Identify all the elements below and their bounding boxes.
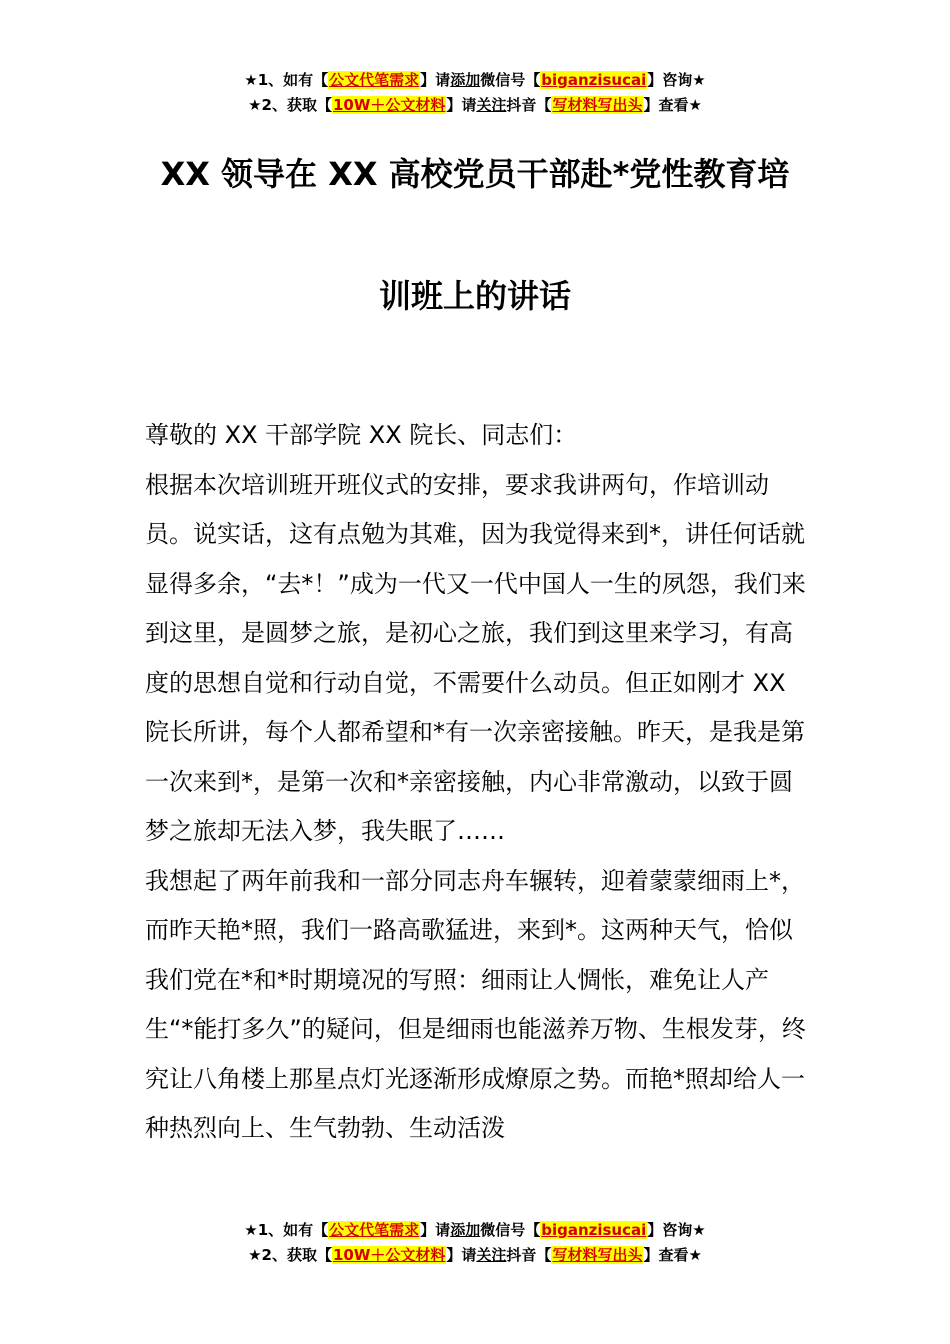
promo-line-2 [0,93,950,118]
promo-line-2 [0,1243,950,1268]
promo-underline: 关注 [476,1246,507,1264]
promo-text: 】请 [420,71,451,89]
promo-underline: 添加 [450,1221,481,1239]
document-title-line-1: XX 领导在 XX 高校党员干部赴*党性教育培 [160,155,790,193]
promo-underline: 添加 [450,71,481,89]
salutation: 尊敬的 XX 干部学院 XX 院长、同志们： [145,421,578,449]
promo-highlight: 10W＋公文材料 [332,96,446,114]
promo-highlight: 写材料写出头 [552,1246,643,1264]
document-title-line-2: 训班上的讲话 [378,277,571,315]
document-body [145,411,810,1154]
promo-text: 】请 [446,96,477,114]
promo-underline: 关注 [476,96,507,114]
promo-text: ★2、获取【 [248,96,332,114]
promo-text: 微信号【 [480,71,541,89]
promo-text: 】查看★ [643,1246,702,1264]
promo-text: 抖音【 [506,96,552,114]
promo-line-1 [0,1218,950,1243]
promo-text: 】请 [420,1221,451,1239]
promo-highlight: 写材料写出头 [552,96,643,114]
promo-text: ★2、获取【 [248,1246,332,1264]
promo-text: 】请 [446,1246,477,1264]
paragraph-2: 我想起了两年前我和一部分同志舟车辗转，迎着蒙蒙细雨上*，而昨天艳*照，我们一路高歌猛进，来到*。这两种天气，恰似我们党在*和*时期境况的写照：细雨让人惆怅，难免让人产生“*能打多久”的疑问，但是细雨也能滋养万物、生根发芽，终究让八角楼上那星点灯光逐渐形成燎原之势。而艳*照却给人一种热烈向上、生气勃勃、生动活泼 [145,866,806,1142]
promo-banner-top [0,68,950,118]
promo-text: 抖音【 [506,1246,552,1264]
promo-text: 微信号【 [480,1221,541,1239]
promo-highlight: 10W＋公文材料 [332,1246,446,1264]
paragraph-1: 根据本次培训班开班仪式的安排，要求我讲两句，作培训动员。说实话，这有点勉为其难，因为我觉得来到*，讲任何话就显得多余，“去*！”成为一代又一代中国人一生的夙怨，我们来到这里，是圆梦之旅，是初心之旅，我们到这里来学习，有高度的思想自觉和行动自觉，不需要什么动员。但正如刚才 XX 院长所讲，每个人都希望和*有一次亲密接触。昨天，是我是第一次来到*，是第一次和*亲密接触，内心非常激动，以致于圆梦之旅却无法入梦，我失眠了…… [145,470,806,845]
promo-highlight: biganzisucai [541,1221,647,1239]
promo-text: 】查看★ [643,96,702,114]
promo-text: 】咨询★ [647,1221,706,1239]
promo-banner-bottom [0,1218,950,1268]
promo-highlight: 公文代笔需求 [329,1221,420,1239]
promo-text: 】咨询★ [647,71,706,89]
promo-text: ★1、如有【 [244,71,329,89]
promo-highlight: 公文代笔需求 [329,71,420,89]
promo-line-1 [0,68,950,93]
promo-highlight: biganzisucai [541,71,647,89]
promo-text: ★1、如有【 [244,1221,329,1239]
